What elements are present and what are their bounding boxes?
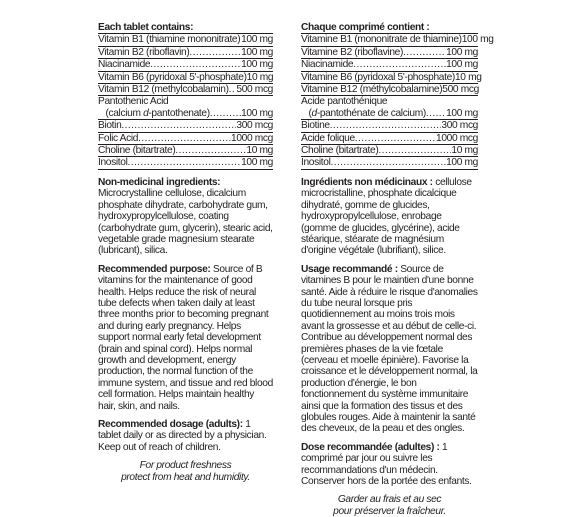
- nonmedicinal-text: cellulose microcristalline, phosphate dicalcique dihydraté, gomme de glucides, hydroxypropylcellulose, enrobage (gomme de glucides, glycérine), acide stéarique, stéarate de magnésium d'origine végétale (lubrifiant), silice.: [301, 176, 472, 257]
- ingredient-name: Choline (bitartrate): [98, 145, 176, 157]
- storage-line-1: For product freshness: [139, 460, 232, 472]
- ingredient-name: Pantothenic Acid: [98, 96, 169, 108]
- leader-dots: [175, 145, 246, 156]
- ingredient-name: Niacinamide: [301, 59, 354, 71]
- leader-dots: [229, 84, 237, 95]
- ingredient-name: (d-pantothénate de calcium): [308, 107, 426, 119]
- ingredient-name: (calcium d-pantothenate): [105, 107, 210, 119]
- leader-dots: [127, 157, 241, 168]
- ingredient-name: Acide pantothénique: [301, 96, 388, 108]
- ingredient-row: [301, 120, 478, 132]
- ingredient-name: Choline (bitartrate): [301, 145, 379, 157]
- ingredient-name: Acide folique: [301, 132, 355, 144]
- storage-note: [98, 460, 273, 483]
- purpose-label: Recommended purpose:: [98, 263, 211, 275]
- nonmedicinal-text: Microcrystalline cellulose, dicalcium phosphate dihydrate, carbohydrate gum, hydroxypropylcellulose, coating (carbohydrate gum, glycerin), stearic acid, vegetable grade magnesium stearate (lubricant), silica.: [98, 188, 273, 257]
- purpose-label: Usage recommandé :: [301, 263, 398, 275]
- ingredient-amount: 100 mg: [241, 34, 273, 46]
- ingredient-name: Vitamin B6 (pyridoxal 5'-phosphate): [98, 71, 247, 83]
- nonmedicinal-section: [301, 177, 478, 257]
- ingredient-row: [98, 34, 273, 46]
- french-column: [301, 22, 494, 517]
- ingredient-row: [301, 133, 478, 145]
- ingredient-row: [98, 108, 273, 120]
- ingredient-row: [98, 59, 273, 71]
- ingredient-row: [301, 47, 478, 59]
- ingredient-amount: 10 mg: [246, 145, 273, 157]
- ingredient-name: Folic Acid: [98, 132, 139, 144]
- storage-line-1: Garder au frais et au sec: [337, 494, 442, 506]
- leader-dots: [330, 120, 442, 131]
- ingredient-amount: 300 mcg: [441, 120, 478, 132]
- ingredient-row: [301, 71, 482, 84]
- ingredients-heading: Each tablet contains:: [98, 22, 273, 34]
- ingredient-name: Vitamine B6 (pyridoxal 5'-phosphate): [301, 71, 455, 83]
- ingredient-row: [98, 47, 273, 59]
- dosage-label: Dose recommandée (adultes) :: [301, 441, 440, 453]
- purpose-text: Source de vitamines B pour le maintien d'une bonne santé. Aide à réduire le risque d'anomalies du tube neural lorsque pris quotidiennement au moins trois mois avant la grossesse et au début de celle-ci. Contribue au développement normal des premières phases de la vie fœtale (cerveau et moelle épinière). Favorise la croissance et le développement normal, la production d'énergie, le bon fonctionnement du système immunitaire ainsi que la formation des tissus et des globules rouges. Aide à maintenir la santé des cheveux, de la peau et des ongles.: [301, 263, 478, 435]
- purpose-text: Source of B vitamins for the maintenance of good health. Helps reduce the risk of neural tube defects when taken daily at least three months prior to becoming pregnant and during early pregnancy. Helps support normal early fetal development (brain and spinal cord). Helps normal growth and development, energy production, the normal function of the immune system, and tissue and red blood cell formation. Helps maintain healthy hair, skin, and nails.: [98, 263, 273, 412]
- ingredient-amount: 100 mg: [446, 107, 478, 119]
- ingredient-amount: 100 mg: [241, 46, 273, 58]
- purpose-section: [98, 264, 273, 412]
- ingredient-amount: 10 mg: [451, 145, 478, 157]
- ingredient-name: Niacinamide: [98, 59, 151, 71]
- leader-dots: [189, 47, 241, 58]
- nonmedicinal-label: Ingrédients non médicinaux :: [301, 176, 433, 188]
- leader-dots: [121, 120, 236, 131]
- english-column: [98, 22, 273, 483]
- leader-dots: [210, 108, 241, 119]
- leader-dots: [138, 133, 231, 144]
- nonmedicinal-label: Non-medicinal ingredients:: [98, 176, 221, 188]
- leader-dots: [353, 59, 446, 70]
- storage-line-2: protect from heat and humidity.: [121, 471, 250, 483]
- ingredient-name: Vitamin B12 (methylcobalamin): [98, 84, 229, 96]
- ingredient-row: [301, 145, 478, 157]
- ingredient-row: [98, 72, 273, 84]
- ingredient-amount: 500 mcg: [442, 84, 479, 96]
- ingredient-row: [98, 133, 273, 145]
- ingredient-name: Inositol: [301, 157, 331, 169]
- ingredient-amount: 300 mcg: [236, 120, 273, 132]
- ingredient-row: [98, 84, 273, 96]
- ingredient-name: Inositol: [98, 157, 128, 169]
- ingredient-amount: 1000 mcg: [436, 132, 478, 144]
- dosage-label: Recommended dosage (adults):: [98, 419, 243, 430]
- ingredient-name: Biotin: [98, 120, 122, 132]
- ingredient-row: [301, 84, 478, 96]
- ingredient-row: [301, 59, 478, 71]
- dosage-text: 1 tablet daily or as directed by a physician. Keep out of reach of children.: [98, 419, 267, 453]
- ingredient-row: [301, 108, 478, 120]
- ingredient-row: [98, 120, 273, 132]
- ingredient-name: Vitamin B1 (thiamine mononitrate): [98, 34, 241, 46]
- ingredient-name: Vitamin B2 (riboflavin): [98, 46, 190, 58]
- ingredient-name: Vitamine B2 (riboflavine): [301, 46, 404, 58]
- leader-dots: [426, 108, 446, 119]
- ingredient-amount: 100 mg: [446, 46, 478, 58]
- ingredients-heading: Chaque comprimé contient :: [301, 22, 478, 34]
- ingredient-amount: 100 mg: [241, 107, 273, 119]
- ingredient-amount: 100 mg: [446, 59, 478, 71]
- ingredient-row: [98, 145, 273, 157]
- ingredient-amount: 1000 mcg: [231, 132, 273, 144]
- purpose-section: [301, 264, 478, 435]
- ingredient-name: Vitamine B12 (méthylcobalamine): [301, 84, 443, 96]
- dosage-text: 1 comprimé par jour ou suivre les recommandations d'un médecin. Conserver hors de la portée des enfants.: [301, 441, 472, 488]
- storage-note: [301, 494, 478, 517]
- ingredient-amount: 100 mg: [446, 157, 478, 169]
- ingredient-name: Biotine: [301, 120, 330, 132]
- leader-dots: [355, 133, 436, 144]
- leader-dots: [403, 47, 446, 58]
- ingredient-amount: 100 mg: [241, 59, 273, 71]
- ingredient-amount: 100 mg: [461, 34, 494, 46]
- dosage-section: [301, 442, 478, 488]
- leader-dots: [330, 157, 446, 168]
- ingredient-row: [98, 96, 273, 107]
- ingredient-row: [301, 34, 494, 46]
- ingredient-amount: 500 mcg: [236, 84, 273, 96]
- ingredient-row: [98, 157, 273, 169]
- ingredient-row: [301, 157, 478, 169]
- ingredient-name: Vitamine B1 (mononitrate de thiamine): [301, 34, 462, 46]
- nonmedicinal-section: [98, 177, 273, 257]
- ingredient-row: [301, 96, 478, 107]
- dosage-section: [98, 419, 273, 453]
- storage-line-2: pour préserver la fraîcheur.: [333, 505, 446, 517]
- ingredient-amount: 10 mg: [246, 71, 274, 83]
- ingredient-amount: 100 mg: [241, 157, 273, 169]
- ingredient-amount: 10 mg: [454, 71, 482, 83]
- leader-dots: [378, 145, 451, 156]
- leader-dots: [150, 59, 241, 70]
